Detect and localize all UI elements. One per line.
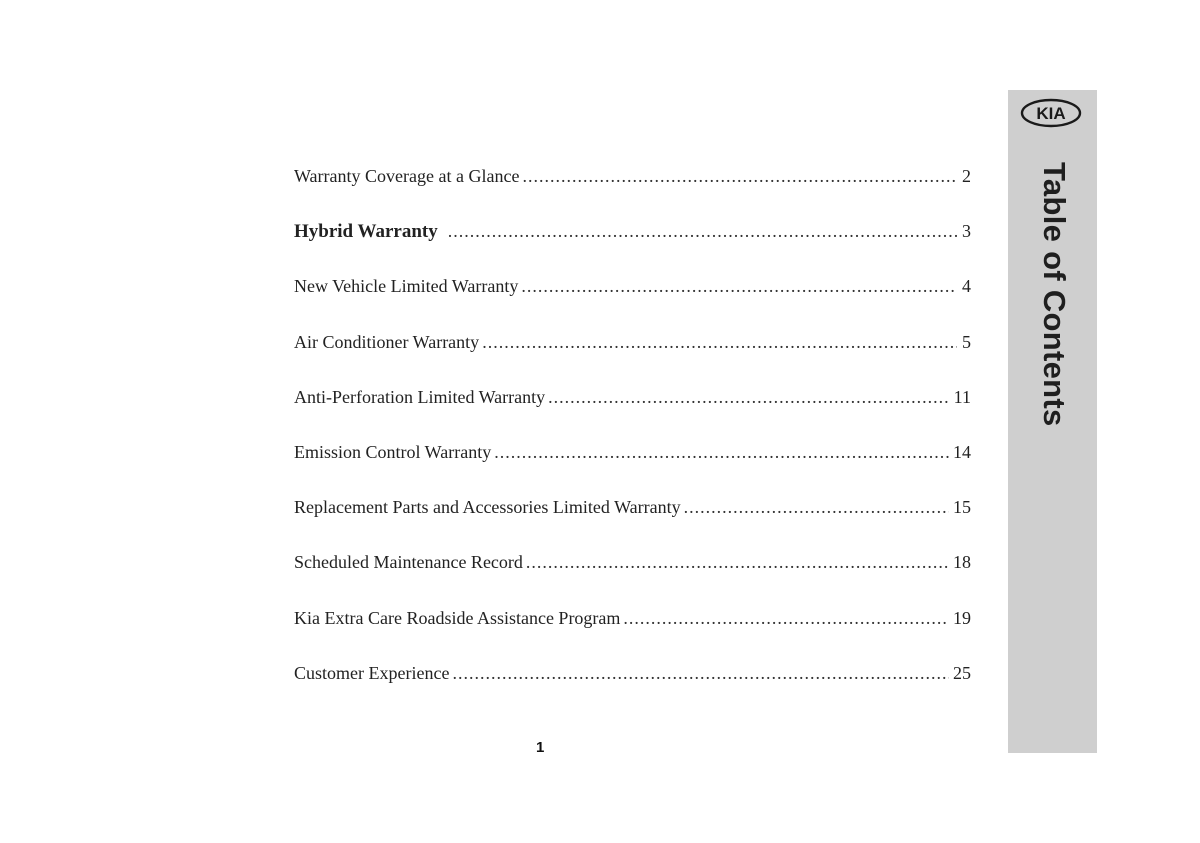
toc-entry-label: Anti-Perforation Limited Warranty <box>294 386 546 407</box>
toc-entry-label: Customer Experience <box>294 662 450 683</box>
dot-leader <box>494 436 949 468</box>
toc-entry-warranty-coverage[interactable] <box>294 160 971 215</box>
toc-entry-page: 19 <box>953 607 971 628</box>
toc-entry-page: 5 <box>962 331 971 352</box>
toc-entry-page: 14 <box>953 441 971 462</box>
toc-entry-anti-perforation-limited-warranty[interactable] <box>294 381 971 436</box>
toc-entry-emission-control-warranty[interactable] <box>294 436 971 491</box>
dot-leader <box>623 602 949 634</box>
logo-text: KIA <box>1036 104 1066 123</box>
toc-entry-scheduled-maintenance-record[interactable] <box>294 546 971 601</box>
kia-logo-icon <box>1020 98 1082 128</box>
toc-entry-page: 4 <box>962 276 971 297</box>
toc-entry-customer-experience[interactable] <box>294 657 971 712</box>
toc-entry-label: Scheduled Maintenance Record <box>294 552 523 573</box>
toc-entry-page: 3 <box>962 221 971 242</box>
toc-entry-label: Kia Extra Care Roadside Assistance Program <box>294 607 621 628</box>
dot-leader <box>526 546 949 578</box>
page-number: 1 <box>536 739 545 756</box>
dot-leader <box>448 215 957 247</box>
toc-entry-air-conditioner-warranty[interactable] <box>294 326 971 381</box>
dot-leader <box>522 160 957 192</box>
toc-entry-label: Warranty Coverage at a Glance <box>294 166 520 186</box>
toc-entry-page: 25 <box>953 662 971 683</box>
toc-entry-label: New Vehicle Limited Warranty <box>294 276 519 297</box>
dot-leader <box>548 381 950 413</box>
toc-entry-label: Emission Control Warranty <box>294 441 492 462</box>
toc-entry-replacement-parts-accessories[interactable] <box>294 491 971 546</box>
toc-entry-new-vehicle-limited-warranty[interactable] <box>294 270 971 325</box>
side-tab <box>1008 90 1097 753</box>
toc-entry-label: Replacement Parts and Accessories Limited Warranty <box>294 497 681 518</box>
dot-leader <box>684 491 949 523</box>
toc-entry-label: Air Conditioner Warranty <box>294 331 480 352</box>
toc-entry-page: 11 <box>953 386 971 407</box>
toc-entry-label: Hybrid Warranty <box>294 221 438 243</box>
toc-entry-roadside-assistance[interactable] <box>294 602 971 657</box>
side-tab-title: Table of Contents <box>1037 162 1072 427</box>
toc-entry-page: 2 <box>962 166 971 186</box>
dot-leader <box>521 270 957 302</box>
table-of-contents <box>294 160 971 712</box>
toc-entry-page: 15 <box>953 497 971 518</box>
toc-entry-hybrid-warranty[interactable] <box>294 215 971 270</box>
dot-leader <box>452 657 949 689</box>
dot-leader <box>482 326 957 358</box>
toc-entry-page: 18 <box>953 552 971 573</box>
